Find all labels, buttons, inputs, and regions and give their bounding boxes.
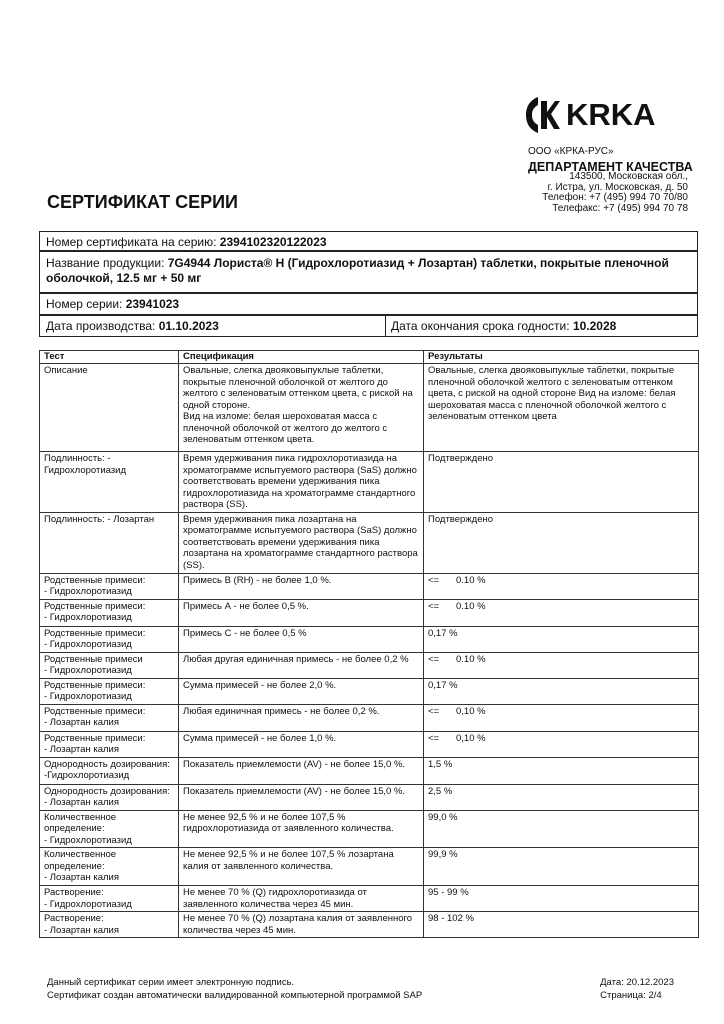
result-value: 99,9 % bbox=[428, 849, 458, 860]
result-value: 0,10 % bbox=[456, 705, 486, 717]
certificate-number-value: 2394102320122023 bbox=[219, 235, 327, 249]
result-cell bbox=[424, 886, 699, 912]
krka-logo bbox=[524, 94, 674, 136]
table-row bbox=[40, 626, 699, 652]
result-cell bbox=[424, 731, 699, 757]
page-title: СЕРТИФИКАТ СЕРИИ bbox=[47, 192, 238, 212]
product-name-value: 7G4944 Лориста® Н (Гидрохлоротиазид + Лозартан) таблетки, покрытые пленочной оболочкой, 12.5 мг + 50 мг bbox=[46, 256, 669, 285]
test-name-cell: Родственные примеси: - Лозартан калия bbox=[40, 704, 179, 731]
specification-cell: Время удерживания пика гидрохлоротиазида на хроматограмме испытуемого раствора (SaS) должно соответствовать времени удерживания пика гидрохлоротиазида на хроматограмме стандартного раствора (SS). bbox=[179, 452, 424, 513]
certificate-number-box bbox=[39, 231, 698, 251]
specification-cell: Любая единичная примесь - не более 0,2 %. bbox=[179, 704, 424, 731]
result-value: 0.10 % bbox=[456, 574, 486, 586]
krka-logo-text: KRKA bbox=[566, 97, 656, 132]
specification-cell: Не менее 92,5 % и не более 107,5 % лозартана калия от заявленного количества. bbox=[179, 848, 424, 886]
specification-cell: Овальные, слегка двояковыпуклые таблетки, покрытые пленочной оболочкой от желтого до желтого с зеленоватым оттенком цвета, с риской на одной стороне. Вид на изломе: белая шероховатая масса с пленочной оболочкой от желтого до желтого с зеленоватым оттенком цвета. bbox=[179, 364, 424, 452]
test-name-cell: Растворение: - Лозартан калия bbox=[40, 912, 179, 938]
result-value: 0,10 % bbox=[456, 732, 486, 744]
test-name-cell: Однородность дозирования: - Лозартан калия bbox=[40, 784, 179, 810]
result-cell bbox=[424, 652, 699, 678]
phone-line: Телефон: +7 (495) 994 70 70/80 bbox=[542, 192, 688, 203]
less-or-equal-sign: <= bbox=[428, 732, 440, 744]
table-row bbox=[40, 848, 699, 886]
address-line: г. Истра, ул. Московская, д. 50 bbox=[547, 181, 688, 193]
result-value: 1,5 % bbox=[428, 758, 453, 770]
manufacture-date-label: Дата производства: bbox=[46, 319, 156, 333]
specification-cell: Сумма примесей - не более 2,0 %. bbox=[179, 678, 424, 704]
table-row bbox=[40, 810, 699, 848]
test-name-cell: Родственные примеси: - Гидрохлоротиазид bbox=[40, 626, 179, 652]
specification-cell: Не менее 92,5 % и не более 107,5 % гидрохлоротиазида от заявленного количества. bbox=[179, 810, 424, 848]
table-row bbox=[40, 731, 699, 757]
product-name-label: Название продукции: bbox=[46, 256, 165, 270]
footer-date: Дата: 20.12.2023 bbox=[600, 977, 674, 988]
table-row bbox=[40, 704, 699, 731]
specification-cell: Не менее 70 % (Q) гидрохлоротиазида от заявленного количества через 45 мин. bbox=[179, 886, 424, 912]
test-name-cell: Родственные примеси: - Гидрохлоротиазид bbox=[40, 678, 179, 704]
table-row bbox=[40, 784, 699, 810]
specification-cell: Показатель приемлемости (AV) - не более 15,0 %. bbox=[179, 757, 424, 784]
result-value: 0,17 % bbox=[428, 627, 458, 639]
result-value: 0.10 % bbox=[456, 600, 486, 612]
less-or-equal-sign: <= bbox=[428, 705, 440, 717]
less-or-equal-sign: <= bbox=[428, 574, 440, 586]
specification-cell: Сумма примесей - не более 1,0 %. bbox=[179, 731, 424, 757]
specification-cell: Не менее 70 % (Q) лозартана калия от заявленного количества через 45 мин. bbox=[179, 912, 424, 938]
result-cell bbox=[424, 678, 699, 704]
result-cell bbox=[424, 912, 699, 938]
result-cell bbox=[424, 626, 699, 652]
specification-cell: Примесь В (RH) - не более 1,0 %. bbox=[179, 573, 424, 599]
krka-logo-icon bbox=[524, 95, 560, 135]
column-header-results: Результаты bbox=[424, 351, 699, 364]
batch-number-value: 23941023 bbox=[125, 297, 180, 311]
batch-number-box bbox=[39, 293, 698, 315]
table-row bbox=[40, 886, 699, 912]
table-row bbox=[40, 678, 699, 704]
table-row bbox=[40, 912, 699, 938]
result-cell bbox=[424, 599, 699, 626]
column-header-spec: Спецификация bbox=[179, 351, 424, 364]
department-name: ДЕПАРТАМЕНТ КАЧЕСТВА bbox=[528, 160, 693, 174]
result-value: Подтверждено bbox=[428, 513, 494, 525]
result-value: 98 - 102 % bbox=[428, 913, 474, 924]
footer-signature-note: Данный сертификат серии имеет электронную подпись. bbox=[47, 977, 295, 988]
result-value: 0,17 % bbox=[428, 679, 458, 691]
result-cell bbox=[424, 848, 699, 886]
address-line: 143500, Московская обл., bbox=[569, 171, 688, 182]
result-cell bbox=[424, 512, 699, 573]
test-name-cell: Родственные примеси - Гидрохлоротиазид bbox=[40, 652, 179, 678]
expiry-date-label: Дата окончания срока годности: bbox=[391, 319, 570, 333]
test-name-cell: Подлинность: - Лозартан bbox=[40, 512, 179, 573]
table-row bbox=[40, 599, 699, 626]
result-value: Овальные, слегка двояковыпуклые таблетки, покрытые пленочной оболочкой желтого с зеленоватым оттенком цвета, с риской на одной стороне Вид на изломе: белая шероховатая масса с пленочной оболочкой желтого с зеленоватым оттенком цвета bbox=[428, 365, 676, 422]
company-address bbox=[528, 172, 688, 214]
table-row bbox=[40, 512, 699, 573]
specification-cell: Время удерживания пика лозартана на хроматограмме испытуемого раствора (SaS) должно соответствовать времени удерживания пика лозартана на хроматограмме стандартного раствора (SS). bbox=[179, 512, 424, 573]
specification-cell: Любая другая единичная примесь - не более 0,2 % bbox=[179, 652, 424, 678]
table-row bbox=[40, 652, 699, 678]
certificate-number-label: Номер сертификата на серию: bbox=[46, 235, 217, 249]
result-cell bbox=[424, 364, 699, 452]
result-value: 99,0 % bbox=[428, 811, 458, 823]
table-row bbox=[40, 573, 699, 599]
less-or-equal-sign: <= bbox=[428, 600, 440, 612]
specification-cell: Примесь С - не более 0,5 % bbox=[179, 626, 424, 652]
footer-notes bbox=[47, 977, 422, 1002]
test-name-cell: Количественное определение: - Лозартан калия bbox=[40, 848, 179, 886]
specification-cell: Показатель приемлемости (AV) - не более 15,0 %. bbox=[179, 784, 424, 810]
expiry-date-value: 10.2028 bbox=[572, 319, 617, 333]
table-row bbox=[40, 757, 699, 784]
result-value: 0.10 % bbox=[456, 653, 486, 665]
test-name-cell: Описание bbox=[40, 364, 179, 452]
test-name-cell: Растворение: - Гидрохлоротиазид bbox=[40, 886, 179, 912]
result-cell bbox=[424, 810, 699, 848]
manufacture-date bbox=[40, 316, 386, 336]
specification-cell: Примесь А - не более 0,5 %. bbox=[179, 599, 424, 626]
table-row bbox=[40, 364, 699, 452]
manufacture-date-value: 01.10.2023 bbox=[158, 319, 219, 333]
less-or-equal-sign: <= bbox=[428, 653, 440, 665]
result-cell bbox=[424, 784, 699, 810]
test-results-table bbox=[39, 350, 699, 938]
batch-number-label: Номер серии: bbox=[46, 297, 123, 311]
test-name-cell: Подлинность: - Гидрохлоротиазид bbox=[40, 452, 179, 513]
table-header-row bbox=[40, 351, 699, 364]
footer-meta bbox=[600, 977, 674, 1002]
test-name-cell: Родственные примеси: - Гидрохлоротиазид bbox=[40, 573, 179, 599]
column-header-test: Тест bbox=[40, 351, 179, 364]
test-name-cell: Количественное определение: - Гидрохлоротиазид bbox=[40, 810, 179, 848]
expiry-date bbox=[386, 316, 697, 336]
result-cell bbox=[424, 757, 699, 784]
result-cell bbox=[424, 573, 699, 599]
company-name: ООО «КРКА-РУС» bbox=[528, 146, 614, 157]
dates-box bbox=[39, 315, 698, 337]
result-value: 95 - 99 % bbox=[428, 887, 469, 898]
result-value: Подтверждено bbox=[428, 453, 494, 464]
product-name-box bbox=[39, 251, 698, 293]
result-cell bbox=[424, 452, 699, 513]
test-name-cell: Родственные примеси: - Лозартан калия bbox=[40, 731, 179, 757]
test-name-cell: Однородность дозирования: -Гидрохлоротиазид bbox=[40, 757, 179, 784]
result-value: 2,5 % bbox=[428, 785, 453, 797]
footer-page-number: Страница: 2/4 bbox=[600, 989, 662, 1001]
footer-sap-note: Сертификат создан автоматически валидированной компьютерной программой SAP bbox=[47, 989, 423, 1001]
result-cell bbox=[424, 704, 699, 731]
test-name-cell: Родственные примеси: - Гидрохлоротиазид bbox=[40, 599, 179, 626]
fax-line: Телефакс: +7 (495) 994 70 78 bbox=[552, 202, 688, 214]
table-row bbox=[40, 452, 699, 513]
